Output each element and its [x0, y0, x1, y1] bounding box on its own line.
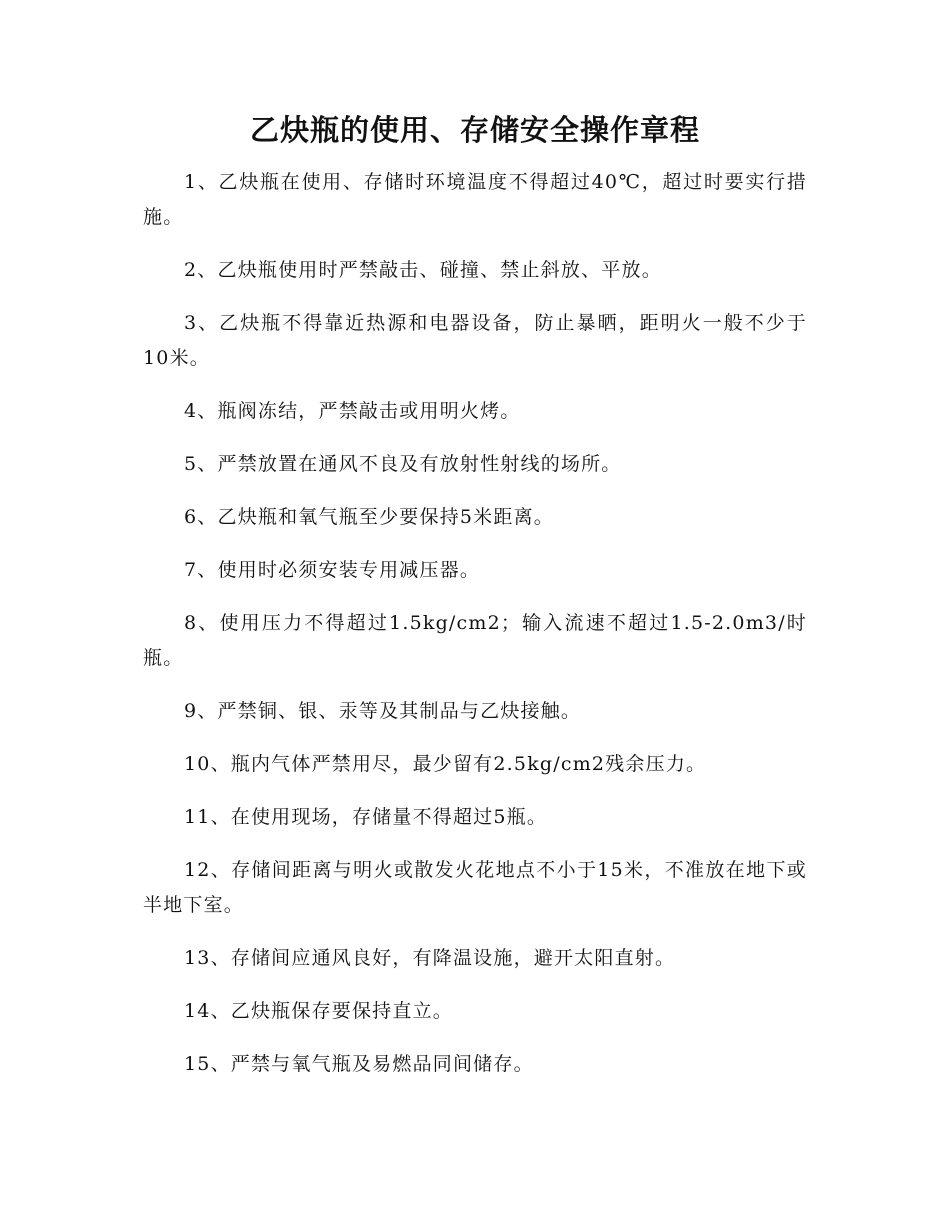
- paragraph-item-3: 3、乙炔瓶不得靠近热源和电器设备，防止暴晒，距明火一般不少于10米。: [143, 312, 807, 369]
- document-title: 乙炔瓶的使用、存储安全操作章程: [249, 113, 700, 147]
- paragraph-item-4: 4、瓶阀冻结，严禁敲击或用明火烤。: [184, 400, 521, 422]
- document-body: [143, 165, 807, 1100]
- paragraph-item-7: 7、使用时必须安装专用减压器。: [184, 559, 481, 581]
- paragraph-item-5: 5、严禁放置在通风不良及有放射性射线的场所。: [184, 453, 622, 475]
- paragraph-item-9: 9、严禁铜、银、汞等及其制品与乙炔接触。: [184, 700, 582, 722]
- paragraph-item-6: 6、乙炔瓶和氧气瓶至少要保持5米距离。: [184, 506, 554, 528]
- paragraph-item-8: 8、使用压力不得超过1.5kg/cm2；输入流速不超过1.5-2.0m3/时瓶。: [143, 612, 807, 669]
- paragraph-item-11: 11、在使用现场，存储量不得超过5瓶。: [184, 806, 548, 828]
- paragraph-item-12: 12、存储间距离与明火或散发火花地点不小于15米，不准放在地下或半地下室。: [143, 859, 807, 916]
- paragraph-item-14: 14、乙炔瓶保存要保持直立。: [184, 1000, 453, 1022]
- paragraph-item-13: 13、存储间应通风良好，有降温设施，避开太阳直射。: [184, 947, 676, 969]
- paragraph-item-2: 2、乙炔瓶使用时严禁敲击、碰撞、禁止斜放、平放。: [184, 259, 662, 281]
- paragraph-item-15: 15、严禁与氧气瓶及易燃品同间储存。: [184, 1053, 534, 1075]
- paragraph-item-10: 10、瓶内气体严禁用尽，最少留有2.5kg/cm2残余压力。: [184, 753, 707, 775]
- paragraph-item-1: 1、乙炔瓶在使用、存储时环境温度不得超过40℃，超过时要实行措施。: [143, 171, 807, 228]
